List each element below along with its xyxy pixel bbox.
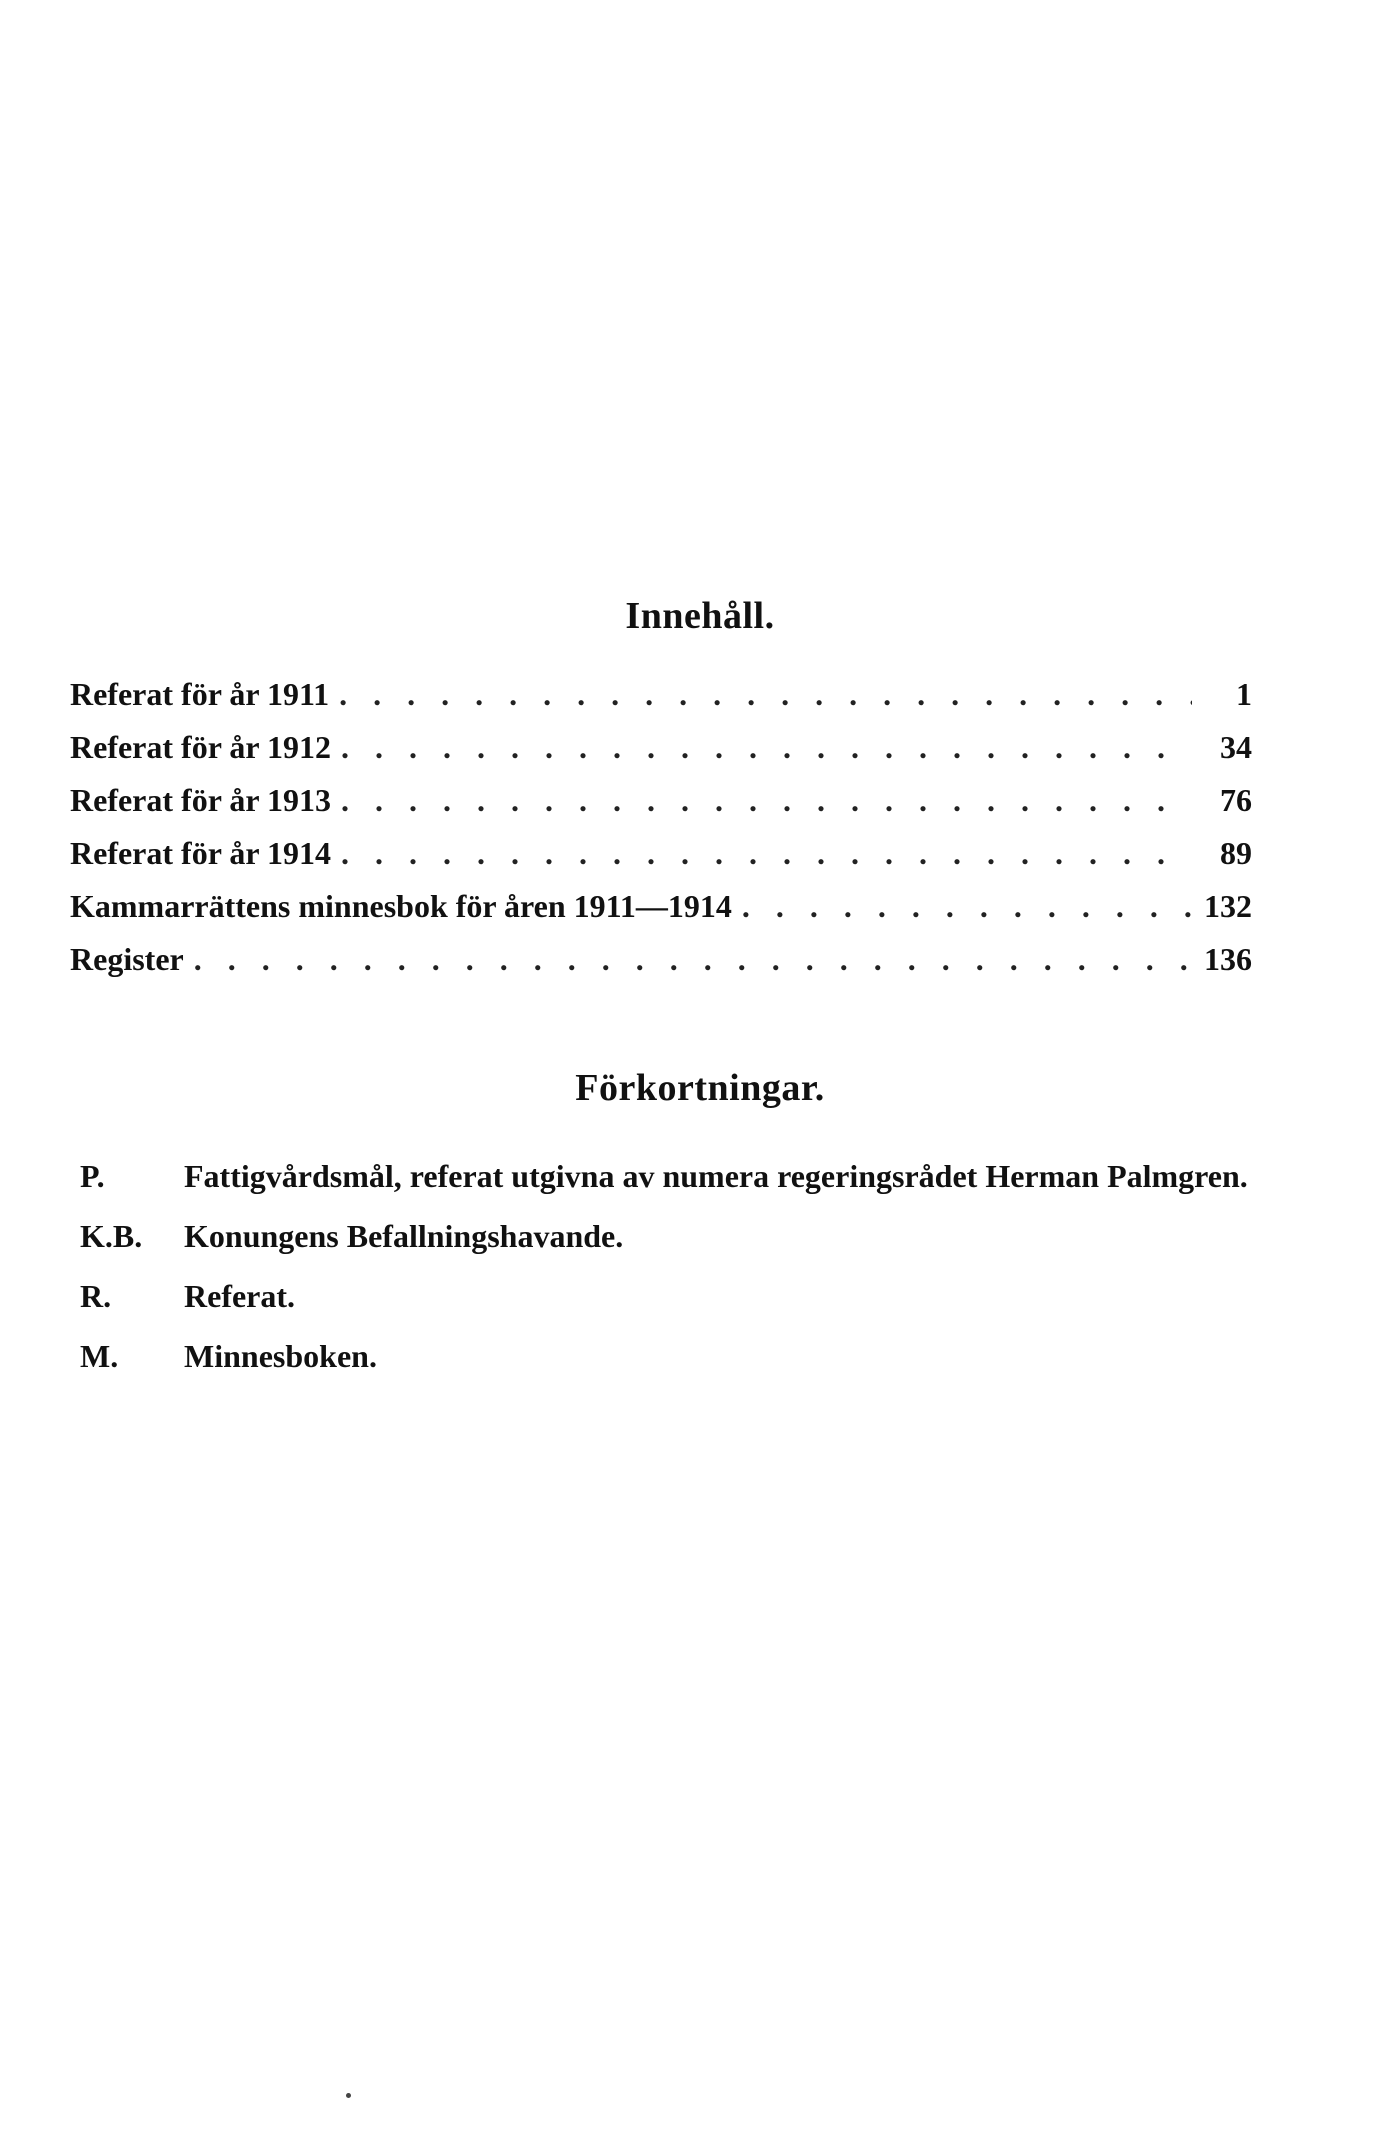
toc-entry-label: Kammarrättens minnesbok för åren 1911—1914: [70, 888, 732, 924]
abbreviation-text: Fattigvårdsmål, referat utgivna av numera regeringsrådet Herman Palmgren.: [184, 1158, 1248, 1194]
toc-entry-label: Referat för år 1912: [70, 729, 331, 765]
toc-entry-page: 34: [1220, 729, 1252, 765]
toc-entry: [70, 676, 1252, 729]
dot-leader: [742, 888, 1192, 925]
toc-entry-label: Referat för år 1913: [70, 782, 331, 818]
abbreviations-title: Förkortningar.: [575, 1067, 825, 1109]
abbreviation-key: R.: [80, 1278, 112, 1314]
toc-entry-page: 132: [1204, 888, 1252, 924]
toc-entry-label: Referat för år 1911: [70, 676, 330, 712]
dot-leader: [341, 729, 1192, 766]
dot-leader: [341, 782, 1192, 819]
toc-entry-page: 76: [1220, 782, 1252, 818]
table-of-contents: [70, 676, 1252, 994]
toc-entry-page: 89: [1220, 835, 1252, 871]
dot-leader: [194, 941, 1192, 978]
toc-entry: [70, 888, 1252, 941]
toc-entry-label: Referat för år 1914: [70, 835, 331, 871]
abbreviation-entry: [80, 1330, 1252, 1382]
abbreviation-key: P.: [80, 1158, 105, 1194]
abbreviation-key: M.: [80, 1338, 119, 1374]
abbreviation-entry: [80, 1150, 1252, 1202]
abbreviation-entry: [80, 1270, 1252, 1322]
abbreviation-key: K.B.: [80, 1218, 143, 1254]
abbreviation-text: Konungens Befallningshavande.: [184, 1218, 624, 1254]
toc-entry: [70, 941, 1252, 994]
toc-entry-label: Register: [70, 941, 184, 977]
abbreviations-list: [80, 1150, 1252, 1390]
toc-entry-page: 1: [1236, 676, 1252, 712]
toc-entry: [70, 782, 1252, 835]
abbreviation-entry: [80, 1210, 1252, 1262]
toc-entry-page: 136: [1204, 941, 1252, 977]
contents-title: Innehåll.: [625, 595, 775, 637]
print-speck: [346, 2093, 351, 2098]
dot-leader: [339, 676, 1192, 713]
toc-entry: [70, 835, 1252, 888]
toc-entry: [70, 729, 1252, 782]
abbreviation-text: Minnesboken.: [184, 1338, 377, 1374]
abbreviation-text: Referat.: [184, 1278, 296, 1314]
dot-leader: [341, 835, 1192, 872]
